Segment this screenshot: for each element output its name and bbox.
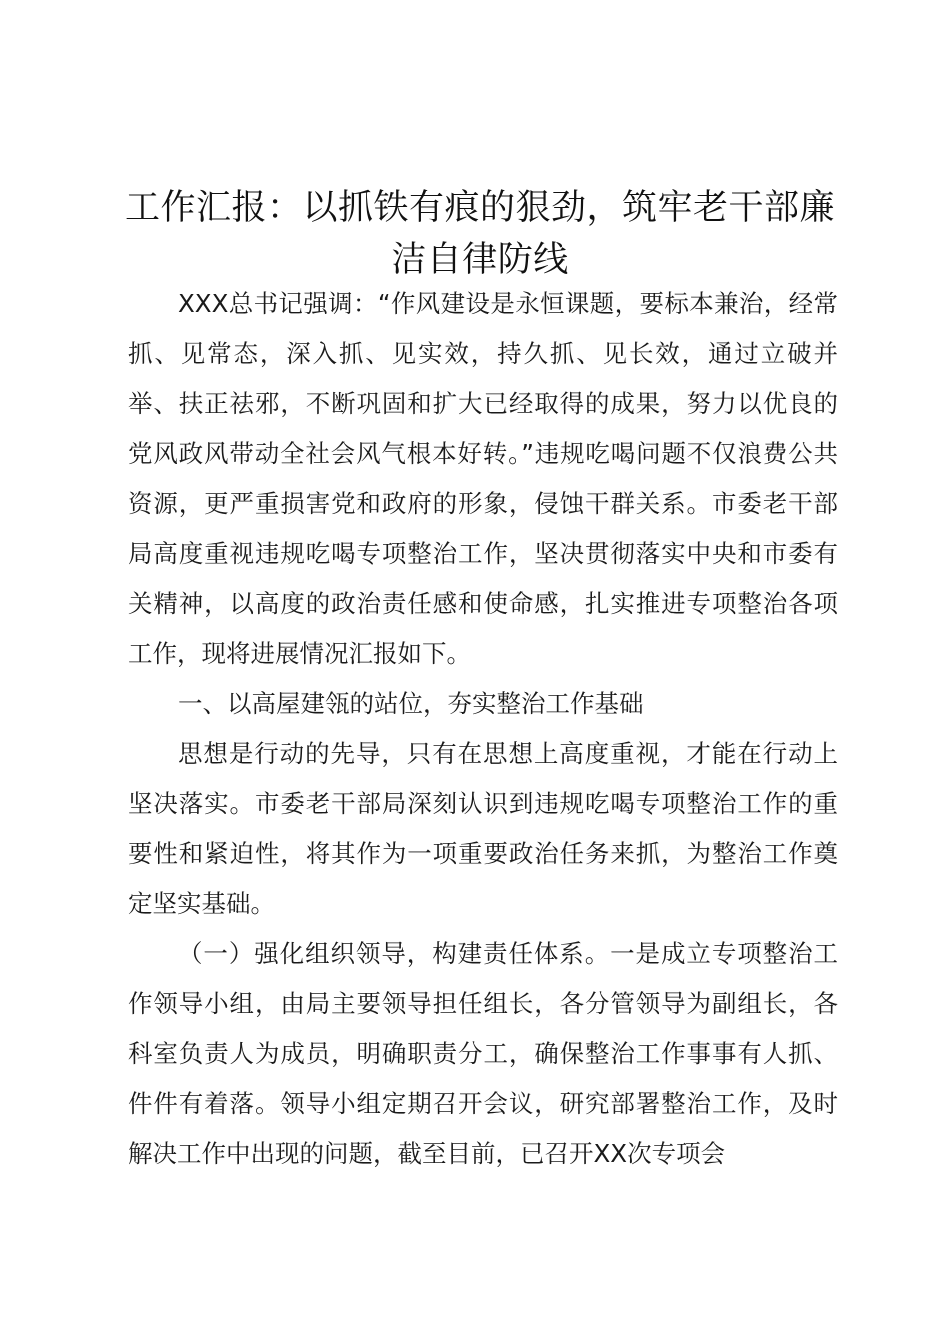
section-heading-1: 一、以高屋建瓴的站位，夯实整治工作基础 xyxy=(178,689,644,718)
paragraph-section-1: 思想是行动的先导，只有在思想上高度重视，才能在行动上坚决落实。市委老干部局深刻认识到违规吃喝专项整治工作的重要性和紧迫性，将其作为一项重要政治任务来抓，为整治工作奠定坚实基础。 xyxy=(128,739,838,918)
paragraph-subsection-1: （一）强化组织领导，构建责任体系。一是成立专项整治工作领导小组，由局主要领导担任组长，各分管领导为副组长，各科室负责人为成员，明确职责分工，确保整治工作事事有人抓、件件有着落。领导小组定期召开会议，研究部署整治工作，及时解决工作中出现的问题，截至目前，已召开XX次专项会 xyxy=(128,939,838,1168)
document-title: 工作汇报：以抓铁有痕的狠劲，筑牢老干部廉洁自律防线 xyxy=(124,188,835,280)
paragraph-intro: XXX总书记强调：“作风建设是永恒课题，要标本兼治，经常抓、见常态，深入抓、见实效，持久抓、见长效，通过立破并举、扶正祛邪，不断巩固和扩大已经取得的成果，努力以优良的党风政风带动全社会风气根本好转。”违规吃喝问题不仅浪费公共资源，更严重损害党和政府的形象，侵蚀干群关系。市委老干部局高度重视违规吃喝专项整治工作，坚决贯彻落实中央和市委有关精神，以高度的政治责任感和使命感，扎实推进专项整治各项工作，现将进展情况汇报如下。 xyxy=(128,289,838,668)
